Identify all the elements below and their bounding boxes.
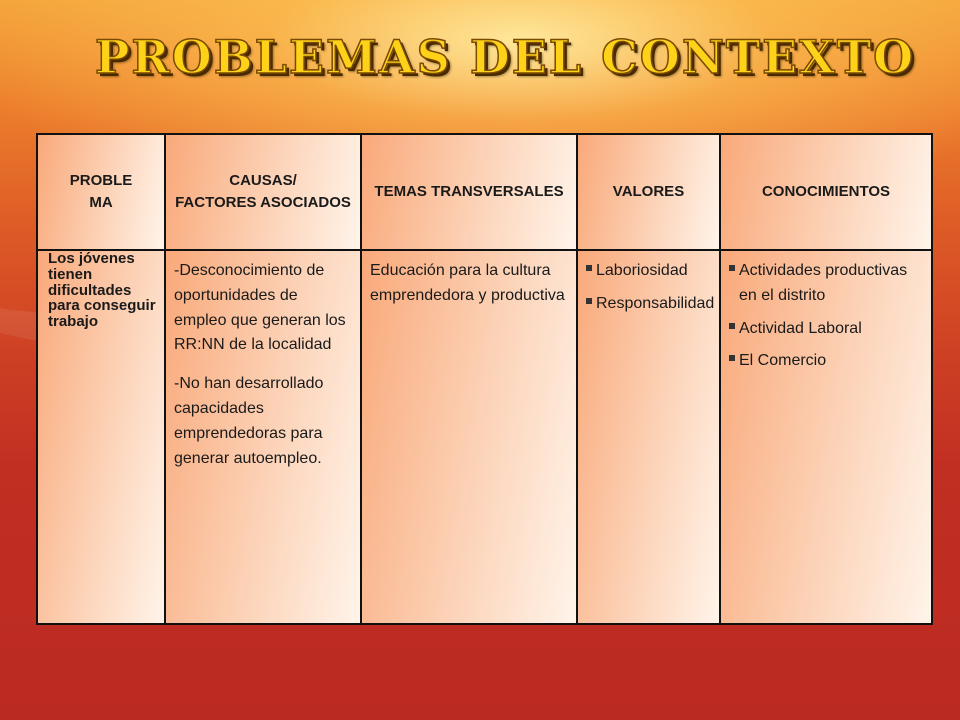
table-row (37, 250, 932, 624)
knowledge-label: El Comercio (739, 352, 827, 370)
square-bullet-icon (586, 265, 592, 271)
themes-cell: Educación para la cultura emprendedora y productiva (361, 250, 577, 624)
table-header-row (37, 134, 932, 250)
list-item (729, 259, 925, 309)
list-item (586, 259, 713, 284)
square-bullet-icon (729, 265, 735, 271)
header-conocimientos: CONOCIMIENTOS (720, 134, 932, 250)
context-problems-table (36, 133, 933, 625)
value-label: Laboriosidad (596, 262, 688, 279)
causes-cell (165, 250, 361, 624)
square-bullet-icon (729, 355, 735, 361)
values-list (586, 259, 713, 317)
square-bullet-icon (729, 323, 735, 329)
header-temas: TEMAS TRANSVERSALES (361, 134, 577, 250)
value-label: Responsabilidad (596, 294, 715, 312)
list-item (729, 317, 925, 342)
values-cell (577, 250, 720, 624)
knowledge-label: Actividad Laboral (739, 319, 862, 337)
header-problema (37, 134, 165, 250)
knowledge-cell (720, 250, 932, 624)
list-item (586, 292, 713, 317)
knowledge-label: Actividades productivas en el distrito (739, 262, 908, 304)
square-bullet-icon (586, 298, 592, 304)
header-causas (165, 134, 361, 250)
header-problema-line-1: PROBLE (69, 172, 133, 190)
header-problema-line-2: MA (89, 194, 113, 211)
header-valores: VALORES (577, 134, 720, 250)
problem-cell: Los jóvenes tienen dificultades para conseguir trabajo (37, 250, 165, 624)
cause-item: -Desconocimiento de oportunidades de empleo que generan los RR:NN de la localidad (174, 262, 346, 354)
cause-item: -No han desarrollado capacidades emprendedoras para generar autoempleo. (174, 375, 324, 467)
header-causas-line-1: CAUSAS/ (229, 172, 297, 190)
header-causas-line-2: FACTORES ASOCIADOS (175, 194, 351, 211)
slide-title: PROBLEMAS DEL CONTEXTO (94, 30, 916, 84)
list-item (729, 349, 925, 374)
knowledge-list (729, 259, 925, 374)
